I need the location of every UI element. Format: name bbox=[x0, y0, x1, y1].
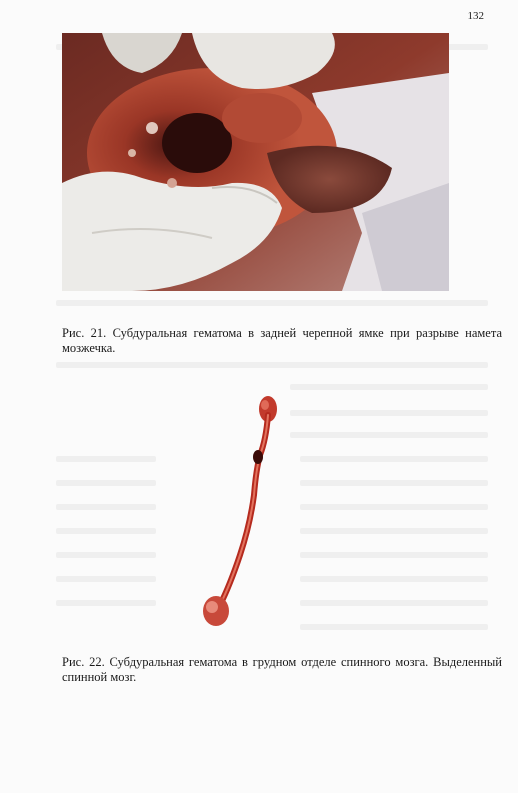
bleed-through-line bbox=[300, 504, 488, 510]
figure-22-caption: Рис. 22. Субдуральная гематома в грудном отделе спинного мозга. Выделенный спинной мозг. bbox=[62, 655, 502, 684]
page-number: 132 bbox=[467, 10, 484, 22]
bleed-through-line bbox=[290, 410, 488, 416]
bleed-through-line bbox=[300, 528, 488, 534]
bleed-through-line bbox=[56, 600, 156, 606]
spinal-cord-specimen-image bbox=[170, 385, 290, 635]
figure-21-photo bbox=[62, 33, 449, 291]
figure-21-caption: Рис. 21. Субдуральная гематома в задней черепной ямке при разрыве намета мозжечка. bbox=[62, 326, 502, 355]
bleed-through-line bbox=[56, 480, 156, 486]
bleed-through-line bbox=[56, 576, 156, 582]
bleed-through-line bbox=[56, 300, 488, 306]
bleed-through-line bbox=[300, 480, 488, 486]
bleed-through-line bbox=[56, 528, 156, 534]
autopsy-photo-cranial-fossa bbox=[62, 33, 449, 291]
bleed-through-line bbox=[300, 456, 488, 462]
bleed-through-line bbox=[300, 600, 488, 606]
figure-22-photo bbox=[170, 385, 290, 635]
bleed-through-line bbox=[300, 624, 488, 630]
bleed-through-line bbox=[300, 552, 488, 558]
bleed-through-line bbox=[56, 362, 488, 368]
bleed-through-line bbox=[300, 576, 488, 582]
bleed-through-line bbox=[290, 432, 488, 438]
bleed-through-line bbox=[56, 456, 156, 462]
bleed-through-line bbox=[56, 504, 156, 510]
bleed-through-line bbox=[290, 384, 488, 390]
bleed-through-line bbox=[56, 552, 156, 558]
